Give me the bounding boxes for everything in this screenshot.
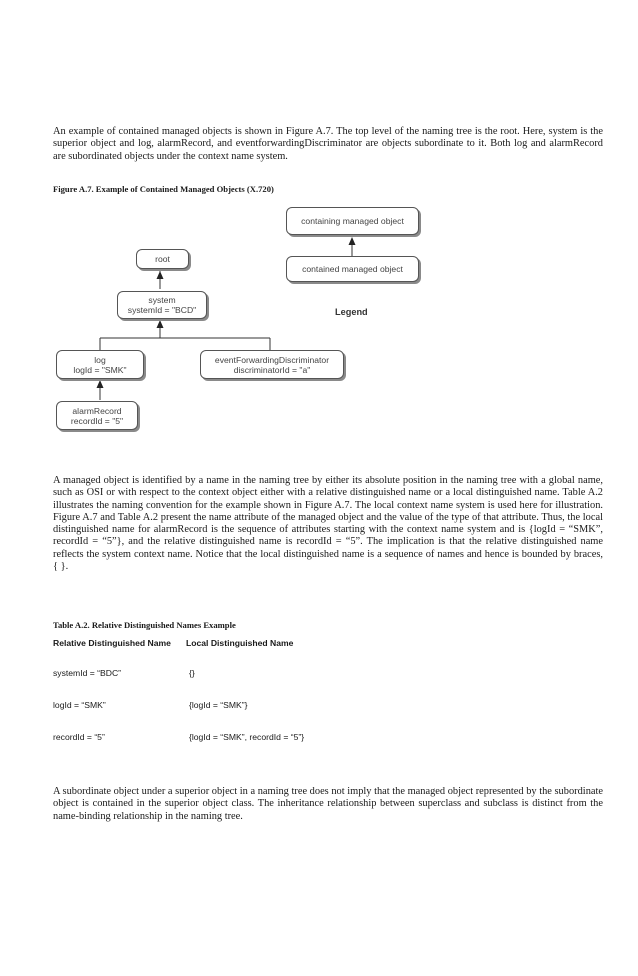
root-node	[136, 249, 189, 269]
middle-paragraph: A managed object is identified by a name in the naming tree by either its absolute position in the naming tree with a global name, such as OSI or with respect to the context object either with a relative distinguished name or a local distinguished name. Table A.2 illustrates the naming convention for the example shown in Figure A.7. The local context name system is used here for illustration. Figure A.7 and Table A.2 present the name attribute of the managed object and the value of the type of that attribute. Thus, the local distinguished name for alarmRecord is the sequence of attributes starting with the context name system and is {logId = “SMK”, recordId = “5”}, and the relative distinguished name is recordId = “5”. The implication is that the relative distinguished name reflects the system context name. Notice that the local distinguished name is a sequence of names and hence is bounded by braces, { }.	[53, 475, 603, 573]
table-cell-rdn-1: systemId = “BDC”	[53, 668, 122, 678]
table-cell-ldn-3: {logId = “SMK”, recordId = “5”}	[189, 732, 305, 742]
table-cell-ldn-2: {logId = “SMK”}	[189, 700, 248, 710]
alarm-record-node-name: alarmRecord	[72, 405, 122, 416]
log-node	[56, 350, 144, 379]
legend-containing-box	[286, 207, 419, 235]
table-header-rdn: Relative Distinguished Name	[53, 638, 171, 648]
legend-label: Legend	[335, 307, 368, 317]
efd-node-id: discriminatorId = "a"	[233, 364, 311, 375]
system-node	[117, 291, 207, 319]
table-cell-ldn-1: {}	[189, 668, 195, 678]
log-node-name: log	[94, 354, 106, 365]
table-cell-rdn-3: recordId = “5”	[53, 732, 105, 742]
table-cell-rdn-2: logId = “SMK”	[53, 700, 106, 710]
table-caption: Table A.2. Relative Distinguished Names Example	[53, 620, 236, 630]
efd-node-name: eventForwardingDiscriminator	[214, 354, 330, 365]
legend-contained-box	[286, 256, 419, 282]
system-node-id: systemId = "BCD"	[127, 305, 197, 315]
closing-paragraph: A subordinate object under a superior object in a naming tree does not imply that the managed object represented by the subordinate object is contained in the superior object class. The inheritance relationship between superclass and subclass is distinct from the name-binding relationship in the naming tree.	[53, 786, 603, 822]
legend-arrowhead	[349, 237, 356, 245]
root-arrowhead	[157, 271, 164, 279]
legend-containing-text: containing managed object	[301, 216, 404, 226]
figure-caption: Figure A.7. Example of Contained Managed Objects (X.720)	[53, 184, 274, 194]
event-forwarding-discriminator-node	[200, 350, 344, 379]
system-node-name: system	[148, 295, 176, 305]
alarm-record-node	[56, 401, 138, 430]
table-header-ldn: Local Distinguished Name	[186, 638, 294, 648]
root-node-label: root	[155, 254, 170, 264]
log-arrowhead	[97, 380, 104, 388]
log-node-id: logId = "SMK"	[73, 364, 127, 375]
intro-paragraph: An example of contained managed objects is shown in Figure A.7. The top level of the naming tree is the root. Here, system is the superior object and log, alarmRecord, and eventforwardingDiscriminator are objects subordinate to it. Both log and alarmRecord are subordinated objects under the context name system.	[53, 126, 603, 162]
alarm-record-node-id: recordId = "5"	[70, 415, 124, 426]
legend-contained-text: contained managed object	[302, 264, 403, 274]
system-arrowhead	[157, 320, 164, 328]
